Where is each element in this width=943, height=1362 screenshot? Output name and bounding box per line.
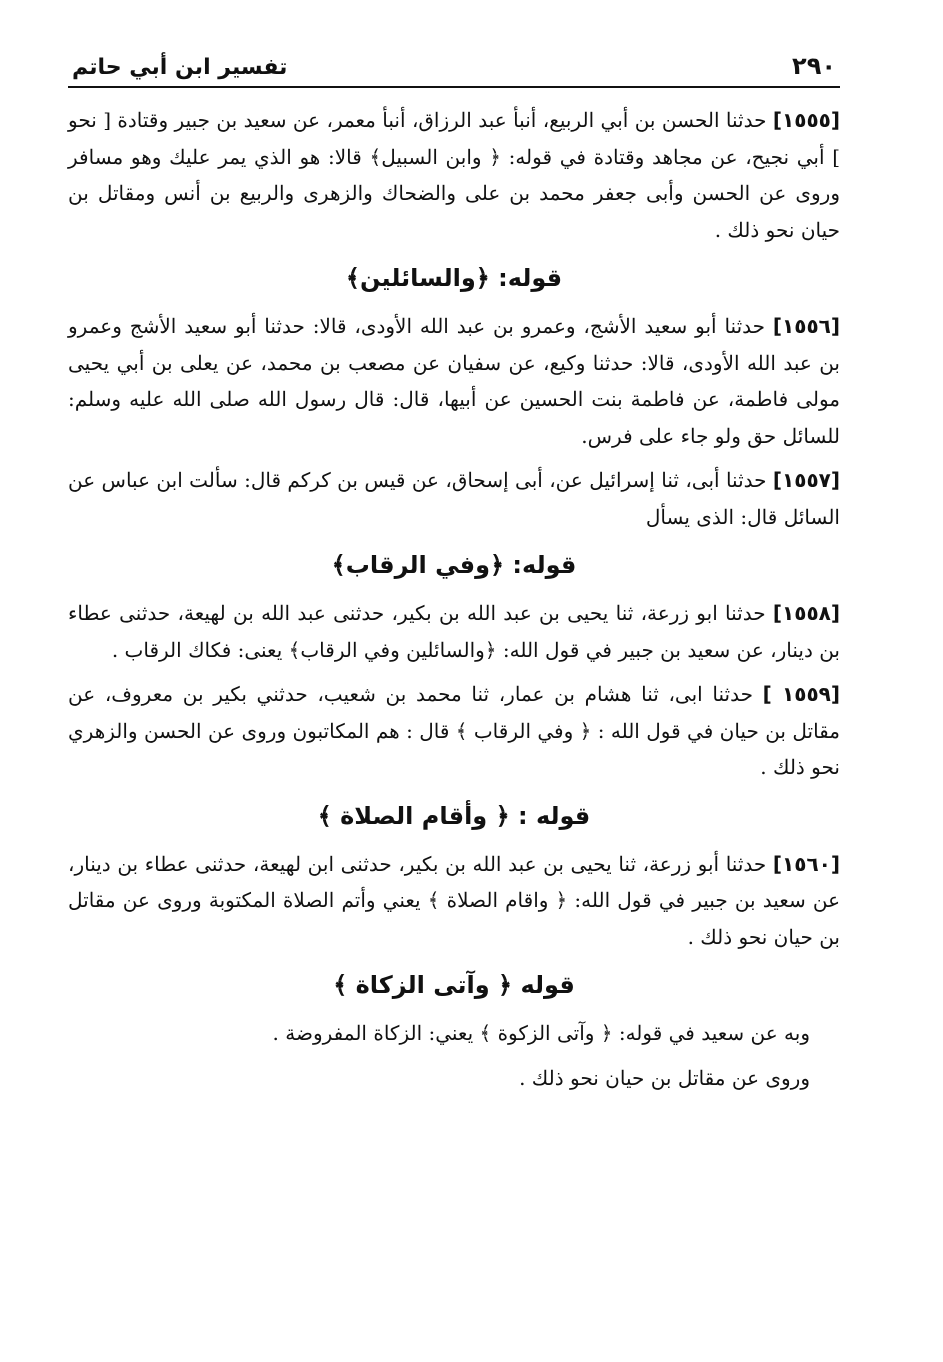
page-body (68, 88, 840, 1096)
section-heading-wa-aqam-al-salat: قوله : ﴿ وأقام الصلاة ﴾ (317, 801, 591, 830)
hadith-text: حدثنا أبى، ثنا إسرائيل عن، أبى إسحاق، عن قيس بن كركم قال: سألت ابن عباس عن السائل قال: الذى يسأل (68, 468, 840, 529)
hadith-paragraph-1560 (68, 846, 840, 956)
hadith-number: [١٥٥٦] (772, 314, 840, 338)
section-heading-wa-ata-al-zakat: قوله ﴿ وآتى الزكاة ﴾ (333, 971, 575, 999)
hadith-number: [١٥٥٩ ] (762, 682, 840, 706)
hadith-paragraph-1557 (68, 462, 840, 535)
hadith-text: حدثنا أبو زرعة، ثنا يحيى بن عبد الله بن بكير، حدثنى ابن لهيعة، حدثنى عطاء بن دينار، عن سعيد بن جبير في قول الله: ﴿ واقام الصلاة ﴾ يعني وأتم الصلاة المكتوبة وروى عن مقاتل بن حيان نحو ذلك . (68, 851, 840, 949)
hadith-number: [١٥٦٠] (772, 851, 840, 876)
hadith-paragraph-1559 (68, 676, 840, 786)
section-heading-wa-fi-al-riqab: قوله: ﴿وفي الرقاب﴾ (331, 551, 577, 579)
document-page (68, 40, 840, 1104)
hadith-text: حدثنا ابو زرعة، ثنا يحيى بن عبد الله بن بكير، حدثنى عبد الله بن لهيعة، حدثنى عطاء بن دينار، عن سعيد بن جبير في قول الله: ﴿والسائلين وفي الرقاب﴾ يعنى: فكاك الرقاب . (68, 601, 840, 662)
commentary-paragraph-muqatil: وروى عن مقاتل بن حيان نحو ذلك . (519, 1065, 810, 1090)
hadith-number: [١٥٥٧] (772, 468, 841, 492)
page-number: ٢٩٠ (792, 52, 836, 80)
page-header (68, 40, 840, 88)
running-title: تفسير ابن أبي حاتم (72, 55, 288, 80)
hadith-paragraph-1556 (68, 308, 840, 454)
hadith-text: حدثنا الحسن بن أبي الربيع، أنبأ عبد الرزاق، أنبأ معمر، عن سعيد بن جبير وقتادة [ نحو ] أبي نجيح، عن مجاهد وقتادة في قوله: ﴿ وابن السبيل﴾ قالا: هو الذي يمر عليك وهو مسافر وروى عن الحسن وأبى جعفر محمد بن على والضحاك والزهرى والربيع بن أنس ومقاتل بن حيان نحو ذلك . (68, 108, 840, 242)
hadith-text: حدثنا ابى، ثنا هشام بن عمار، ثنا محمد بن شعيب، حدثني بكير بن معروف، عن مقاتل بن حيان في قول الله : ﴿ وفي الرقاب ﴾ قال : هم المكاتبون وروى عن الحسن والزهري نحو ذلك . (68, 682, 840, 779)
hadith-text: حدثنا أبو سعيد الأشج، وعمرو بن عبد الله الأودى، قالا: حدثنا أبو سعيد الأشج وعمرو بن عبد الله الأودى، قالا: حدثنا وكيع، عن سفيان عن مصعب بن محمد، عن يعلى بن أبي يحيى مولى فاطمة، عن فاطمة بنت الحسين عن أبيها، قال: قال رسول الله صلى الله عليه وسلم: للسائل حق ولو جاء على فرس. (68, 314, 840, 448)
hadith-number: [١٥٥٥] (772, 108, 840, 132)
hadith-paragraph-1555 (68, 102, 840, 248)
section-heading-wal-sailin: قوله: ﴿والسائلين﴾ (345, 264, 563, 292)
hadith-paragraph-1558 (68, 595, 840, 668)
hadith-number: [١٥٥٨] (772, 601, 841, 625)
commentary-paragraph-zakat: وبه عن سعيد في قوله: ﴿ وآتى الزكوة ﴾ يعني: الزكاة المفروضة . (272, 1021, 810, 1045)
